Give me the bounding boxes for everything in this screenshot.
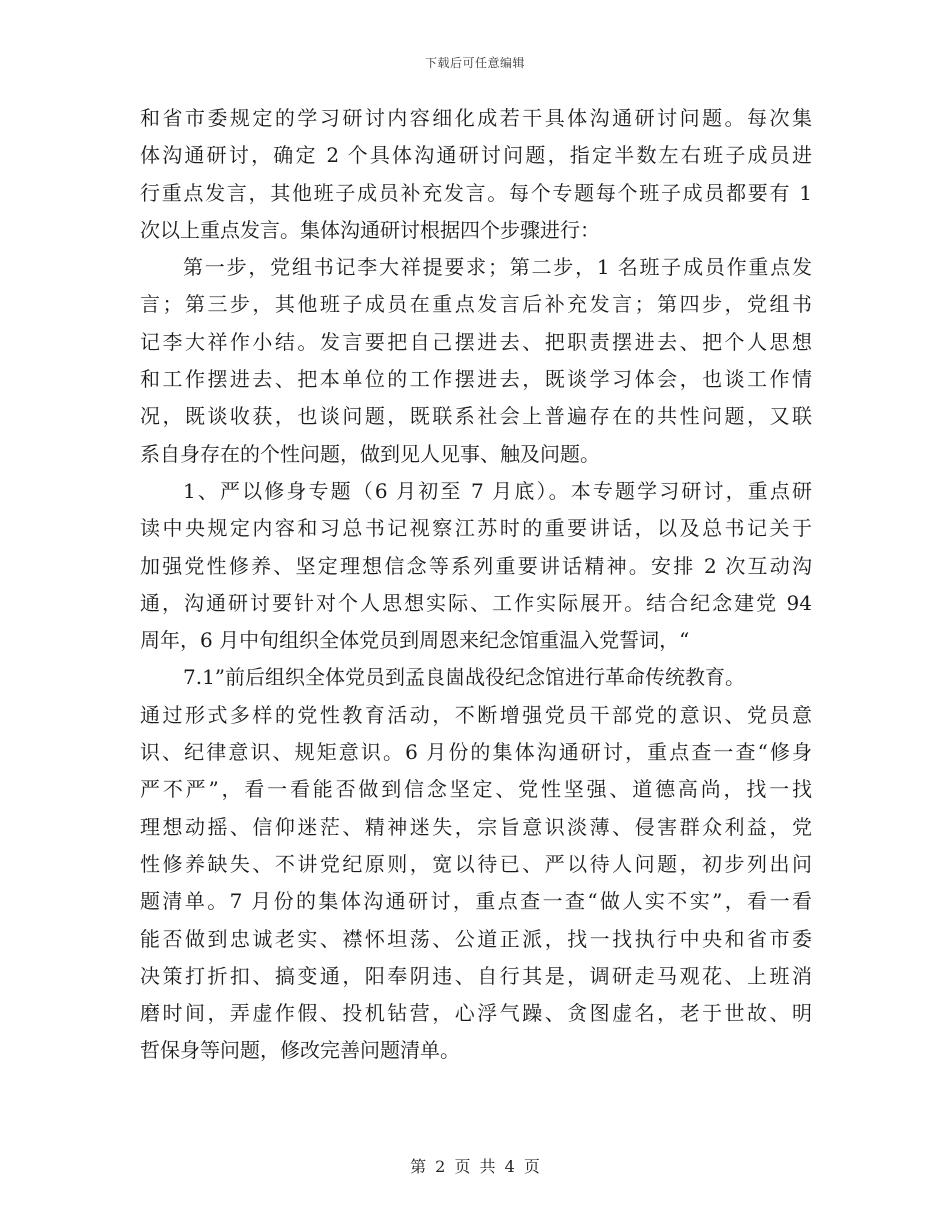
line-text: 决策打折扣、搞变通，阳奉阴违、自行其是，调研走马观花、上班消	[140, 963, 812, 988]
line-text: 哲保身等问题，修改完善问题清单。	[140, 1038, 460, 1063]
line-text: 理想动摇、信仰迷茫、精神迷失，宗旨意识淡薄、侵害群众利益，党	[140, 814, 812, 839]
document-body	[140, 100, 812, 1070]
line-text: 通过形式多样的党性教育活动，不断增强党员干部党的意识、党员意	[140, 702, 812, 727]
line-text: 识、纪律意识、规矩意识。6 月份的集体沟通研讨，重点查一查“修身	[140, 740, 812, 765]
line-text: 读中央规定内容和习总书记视察江苏时的重要讲话，以及总书记关于	[140, 516, 812, 541]
paragraph-line	[140, 510, 812, 547]
paragraph-line	[140, 100, 812, 137]
paragraph-line	[140, 958, 812, 995]
line-text: 题清单。7 月份的集体沟通研讨，重点查一查“做人实不实”，看一看	[140, 889, 812, 914]
paragraph-line	[140, 249, 812, 286]
line-text: 加强党性修养、坚定理想信念等系列重要讲话精神。安排 2 次互动沟	[140, 553, 812, 578]
paragraph-line	[140, 921, 812, 958]
paragraph-line	[140, 324, 812, 361]
page-header: 下载后可任意编辑	[424, 56, 525, 70]
paragraph-line	[140, 398, 812, 435]
paragraph-line	[140, 846, 812, 883]
line-text: 性修养缺失、不讲党纪原则，宽以待已、严以待人问题，初步列出问	[140, 851, 812, 876]
paragraph-line	[140, 212, 812, 249]
line-text: 记李大祥作小结。发言要把自己摆进去、把职责摆进去、把个人思想	[140, 329, 812, 354]
paragraph-line	[140, 137, 812, 174]
page-number-footer: 第 2 页 共 4 页	[410, 1157, 540, 1176]
line-text: 和省市委规定的学习研讨内容细化成若干具体沟通研讨问题。每次集	[140, 106, 812, 130]
paragraph-line	[140, 473, 812, 510]
line-text: 1、严以修身专题（6 月初至 7 月底）。本专题学习研讨，重点研	[183, 478, 812, 503]
line-text: 况，既谈收获，也谈问题，既联系社会上普遍存在的共性问题，又联	[140, 404, 812, 429]
line-text: 次以上重点发言。集体沟通研讨根据四个步骤进行：	[140, 217, 600, 242]
paragraph-line	[140, 361, 812, 398]
line-text: 严不严”，看一看能否做到信念坚定、党性坚强、道德高尚，找一找	[140, 777, 812, 802]
paragraph-line	[140, 734, 812, 771]
line-text: 磨时间，弄虚作假、投机钻营，心浮气躁、贪图虚名，老于世故、明	[140, 1001, 812, 1026]
paragraph-line	[140, 436, 812, 473]
line-text: 言；第三步，其他班子成员在重点发言后补充发言；第四步，党组书	[140, 292, 812, 317]
line-text: 体沟通研讨，确定 2 个具体沟通研讨问题，指定半数左右班子成员进	[140, 143, 812, 168]
line-text: 和工作摆进去、把本单位的工作摆进去，既谈学习体会，也谈工作情	[140, 367, 812, 392]
line-text: 行重点发言，其他班子成员补充发言。每个专题每个班子成员都要有 1	[140, 180, 812, 205]
paragraph-line	[140, 286, 812, 323]
paragraph-line	[140, 175, 812, 212]
paragraph-line	[140, 697, 812, 734]
line-text: 第一步，党组书记李大祥提要求；第二步，1 名班子成员作重点发	[183, 255, 812, 280]
paragraph-line	[140, 1032, 812, 1069]
line-text: 周年，6 月中旬组织全体党员到周恩来纪念馆重温入党誓词，“	[140, 628, 690, 653]
paragraph-line	[140, 585, 812, 622]
paragraph-line	[140, 548, 812, 585]
paragraph-line	[140, 809, 812, 846]
line-text: 系自身存在的个性问题，做到见人见事、触及问题。	[140, 441, 600, 466]
paragraph-line	[140, 659, 812, 696]
line-text: 7.1”前后组织全体党员到孟良崮战役纪念馆进行革命传统教育。	[183, 665, 746, 690]
paragraph-line	[140, 622, 812, 659]
paragraph-line	[140, 883, 812, 920]
paragraph-line	[140, 771, 812, 808]
paragraph-line	[140, 995, 812, 1032]
line-text: 通，沟通研讨要针对个人思想实际、工作实际展开。结合纪念建党 94	[140, 590, 812, 615]
line-text: 能否做到忠诚老实、襟怀坦荡、公道正派，找一找执行中央和省市委	[140, 926, 812, 951]
